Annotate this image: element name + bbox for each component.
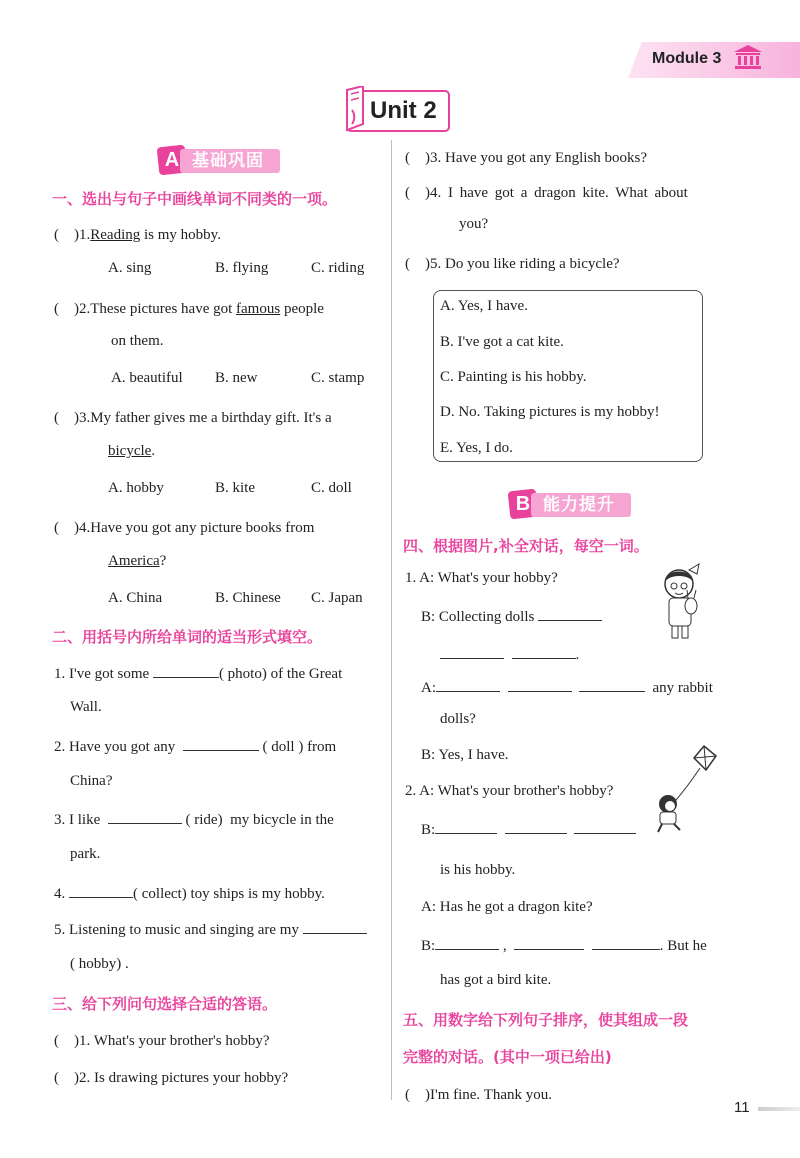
section-b-title: 能力提升 <box>543 495 615 515</box>
book-icon <box>343 86 369 132</box>
part1-q4-opt-a: A. China <box>108 590 163 606</box>
part1-q2-opt-b: B. new <box>215 370 258 386</box>
girl-with-doll-illustration <box>655 562 707 642</box>
part5-q1: ( )I'm fine. Thank you. <box>405 1087 552 1103</box>
part2-q3-blank[interactable] <box>108 809 182 824</box>
part4-d1-a2-cont: dolls? <box>440 711 476 727</box>
part1-q2-cont: on them. <box>111 333 164 349</box>
part2-q4: 4. ( collect) toy ships is my hobby. <box>54 883 325 903</box>
page-number-bar <box>758 1107 800 1111</box>
part4-d2-b-cont: is his hobby. <box>440 862 516 878</box>
part2-q5: 5. Listening to music and singing are my <box>54 919 367 939</box>
unit-title: Unit 2 <box>370 97 437 124</box>
part4-d1-b2: B: Yes, I have. <box>421 747 509 763</box>
part2-q4-blank[interactable] <box>69 883 133 898</box>
part4-d1-a: 1. A: What's your hobby? <box>405 570 558 586</box>
part1-q3: ( )3.My father gives me a birthday gift. It's a <box>54 410 332 426</box>
part1-heading: 一、选出与句子中画线单词不同类的一项。 <box>52 190 338 208</box>
part4-d1-b: B: Collecting dolls <box>421 606 602 626</box>
part1-q4-opt-b: B. Chinese <box>215 590 281 606</box>
part3-q4-cont: you? <box>459 216 489 232</box>
part2-q1: 1. I've got some ( photo) of the Great <box>54 663 342 683</box>
part1-q3-opt-c: C. doll <box>311 480 352 496</box>
part1-q4-opt-c: C. Japan <box>311 590 363 606</box>
part1-q3-cont: bicycle. <box>108 443 156 459</box>
part4-d2-b2-cont: has got a bird kite. <box>440 972 552 988</box>
part4-d2-b-blank1[interactable] <box>435 819 497 834</box>
part4-d2-b2: B: , . But he <box>421 935 707 955</box>
boy-with-kite-illustration <box>648 742 728 834</box>
part1-q4: ( )4.Have you got any picture books from <box>54 520 315 536</box>
part4-d2-b2-blank1[interactable] <box>435 935 499 950</box>
part4-d1-b-blank1[interactable] <box>538 606 602 621</box>
part3-q5: ( )5. Do you like riding a bicycle? <box>405 256 620 272</box>
part2-q2-cont: China? <box>70 773 113 789</box>
section-a-badge: A <box>157 145 188 176</box>
part5-heading-line2: 完整的对话。(其中一项已给出) <box>403 1048 612 1066</box>
part2-q2-blank[interactable] <box>183 736 259 751</box>
part2-q5-cont: ( hobby) . <box>70 956 129 972</box>
part4-d2-a2: A: Has he got a dragon kite? <box>421 899 593 915</box>
section-a-bar <box>180 149 280 173</box>
section-b-bar <box>531 493 631 517</box>
part3-q2: ( )2. Is drawing pictures your hobby? <box>54 1070 289 1086</box>
part3-q1: ( )1. What's your brother's hobby? <box>54 1033 270 1049</box>
part4-d2-a: 2. A: What's your brother's hobby? <box>405 783 614 799</box>
part2-q3: 3. I like ( ride) my bicycle in the <box>54 809 334 829</box>
part4-d2-b-blank3[interactable] <box>574 819 636 834</box>
part1-q3-opt-b: B. kite <box>215 480 255 496</box>
part2-q1-blank[interactable] <box>153 663 219 678</box>
part1-q2-opt-c: C. stamp <box>311 370 365 386</box>
part2-q2: 2. Have you got any ( doll ) from <box>54 736 336 756</box>
part4-d1-b-blank3[interactable] <box>512 644 576 659</box>
part2-q1-cont: Wall. <box>70 699 102 715</box>
section-a-title: 基础巩固 <box>192 151 264 171</box>
part3-q3: ( )3. Have you got any English books? <box>405 150 648 166</box>
section-a-banner <box>158 146 288 176</box>
answer-option-d: D. No. Taking pictures is my hobby! <box>440 404 660 420</box>
page-number: 11 <box>734 1099 750 1116</box>
part4-d1-a2-blank3[interactable] <box>579 677 645 692</box>
part1-q1-opt-b: B. flying <box>215 260 269 276</box>
section-b-badge: B <box>508 489 539 520</box>
temple-icon <box>733 44 763 70</box>
part2-heading: 二、用括号内所给单词的适当形式填空。 <box>52 628 323 646</box>
answer-option-a: A. Yes, I have. <box>440 298 528 314</box>
part1-q2-opt-a: A. beautiful <box>111 370 183 386</box>
part4-d2-b2-blank2[interactable] <box>514 935 584 950</box>
answer-option-e: E. Yes, I do. <box>440 440 513 456</box>
part1-q3-opt-a: A. hobby <box>108 480 164 496</box>
part4-d2-b: B: <box>421 819 636 839</box>
part4-d1-a2-blank1[interactable] <box>436 677 500 692</box>
part1-q2: ( )2.These pictures have got famous people <box>54 301 324 317</box>
part4-d1-b-line2: . <box>440 644 579 664</box>
answer-option-b: B. I've got a cat kite. <box>440 334 564 350</box>
part4-d2-b2-blank3[interactable] <box>592 935 660 950</box>
part1-q1-opt-c: C. riding <box>311 260 365 276</box>
part2-q5-blank[interactable] <box>303 919 367 934</box>
part2-q3-cont: park. <box>70 846 101 862</box>
section-b-banner <box>509 490 639 520</box>
part4-d1-b-blank2[interactable] <box>440 644 504 659</box>
column-divider <box>391 140 392 1100</box>
part3-q4: ( )4. I have got a dragon kite. What about <box>405 185 688 201</box>
part1-q1-opt-a: A. sing <box>108 260 152 276</box>
part4-d1-a2-blank2[interactable] <box>508 677 572 692</box>
part3-heading: 三、给下列问句选择合适的答语。 <box>52 995 278 1013</box>
part1-q4-cont: America? <box>108 553 167 569</box>
part4-heading: 四、根据图片,补全对话，每空一词。 <box>403 537 649 555</box>
module-label: Module 3 <box>652 50 722 67</box>
part1-q1: ( )1.Reading is my hobby. <box>54 227 221 243</box>
part5-heading-line1: 五、用数字给下列句子排序，使其组成一段 <box>403 1011 689 1029</box>
answer-option-c: C. Painting is his hobby. <box>440 369 587 385</box>
part4-d2-b-blank2[interactable] <box>505 819 567 834</box>
part4-d1-a2: A: any rabbit <box>421 677 713 697</box>
